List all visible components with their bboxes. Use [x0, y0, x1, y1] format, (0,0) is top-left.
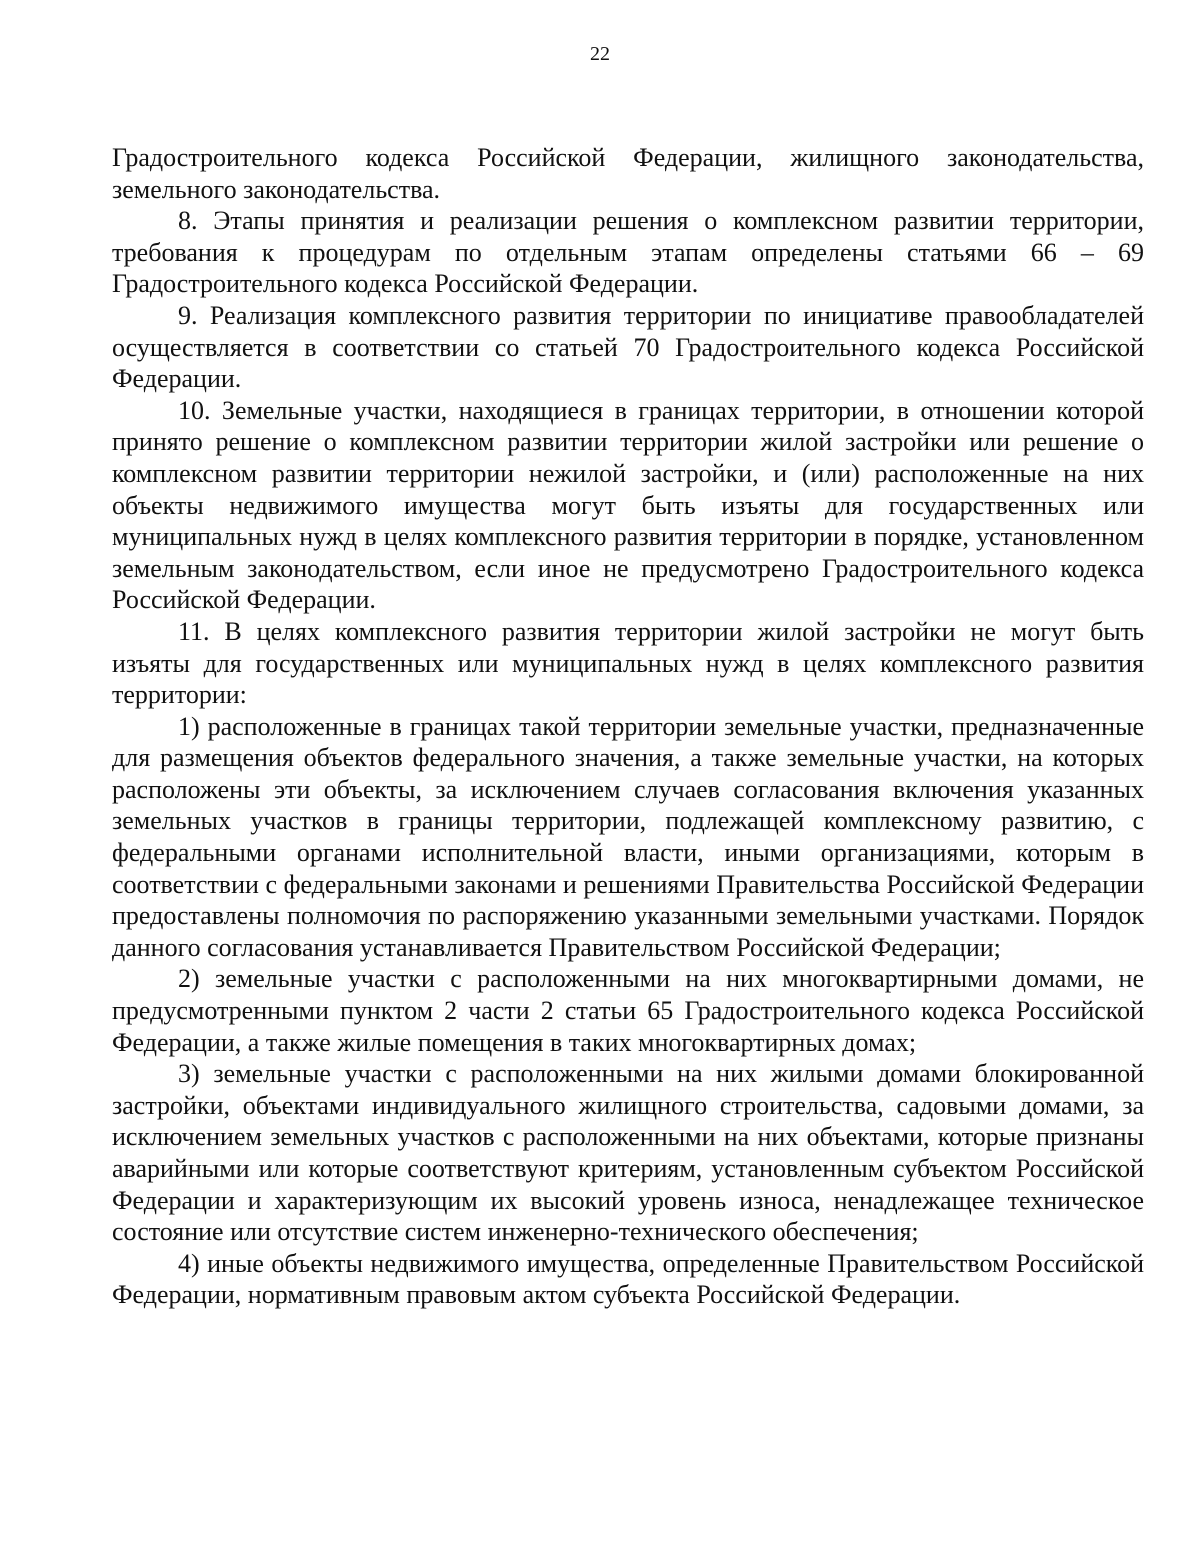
page-number: 22 [590, 43, 610, 65]
document-body [112, 142, 1144, 1311]
paragraph-11: 11. В целях комплексного развития территории жилой застройки не могут быть изъяты для государственных или муниципальных нужд в целях комплексного развития территории: [112, 616, 1144, 710]
paragraph-10: 10. Земельные участки, находящиеся в границах территории, в отношении которой принято решение о комплексном развитии территории жилой застройки или решение о комплексном развитии территории нежилой застройки, и (или) расположенные на них объекты недвижимого имущества могут быть изъяты для государственных или муниципальных нужд в целях комплексного развития территории в порядке, установленном земельным законодательством, если иное не предусмотрено Градостроительного кодекса Российской Федерации. [112, 395, 1144, 615]
list-item-1: 1) расположенные в границах такой территории земельные участки, предназначенные для размещения объектов федерального значения, а также земельные участки, на которых расположены эти объекты, за исключением случаев согласования включения указанных земельных участков в границы территории, подлежащей комплексному развитию, с федеральными органами исполнительной власти, иными организациями, которым в соответствии с федеральными законами и решениями Правительства Российской Федерации предоставлены полномочия по распоряжению указанными земельными участками. Порядок данного согласования устанавливается Правительством Российской Федерации; [112, 711, 1144, 962]
list-item-4: 4) иные объекты недвижимого имущества, определенные Правительством Российской Федерации, нормативным правовым актом субъекта Российской Федерации. [112, 1248, 1144, 1310]
list-item-3: 3) земельные участки с расположенными на них жилыми домами блокированной застройки, объектами индивидуального жилищного строительства, садовыми домами, за исключением земельных участков с расположенными на них объектами, которые признаны аварийными или которые соответствуют критериям, установленным субъектом Российской Федерации и характеризующим их высокий уровень износа, ненадлежащее техническое состояние или отсутствие систем инженерно-технического обеспечения; [112, 1059, 1144, 1247]
paragraph-continuation: Градостроительного кодекса Российской Федерации, жилищного законодательства, земельного законодательства. [112, 143, 1144, 204]
list-item-2: 2) земельные участки с расположенными на них многоквартирными домами, не предусмотренными пунктом 2 части 2 статьи 65 Градостроительного кодекса Российской Федерации, а также жилые помещения в таких многоквартирных домах; [112, 964, 1144, 1057]
paragraph-9: 9. Реализация комплексного развития территории по инициативе правообладателей осуществляется в соответствии со статьей 70 Градостроительного кодекса Российской Федерации. [112, 300, 1144, 394]
paragraph-8: 8. Этапы принятия и реализации решения о комплексном развитии территории, требования к процедурам по отдельным этапам определены статьями 66 – 69 Градостроительного кодекса Российской Федерации. [112, 206, 1144, 299]
